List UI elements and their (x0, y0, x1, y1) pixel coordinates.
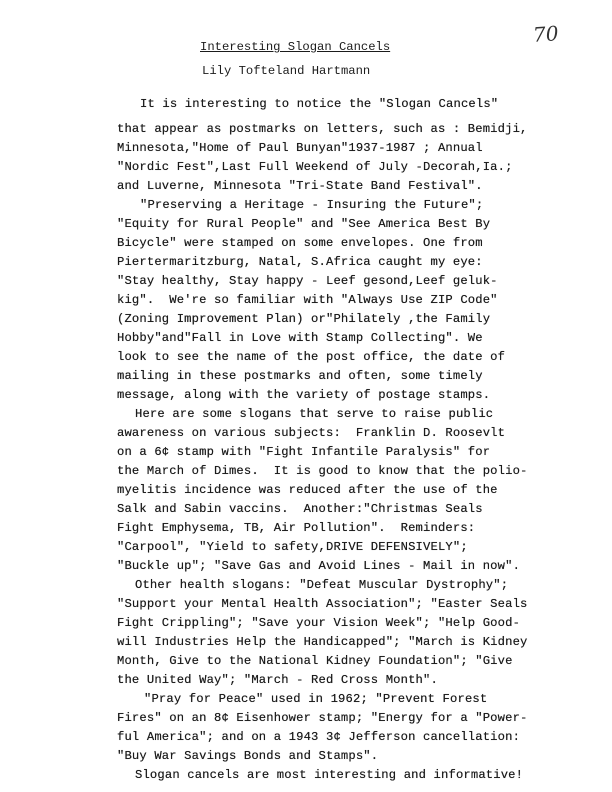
body-line: Fight Emphysema, TB, Air Pollution". Reminders: (117, 521, 476, 535)
body-line: Here are some slogans that serve to raise public (135, 407, 494, 421)
body-line: ful America"; and on a 1943 3¢ Jefferson cancellation: (117, 730, 521, 744)
body-line: "Buckle up"; "Save Gas and Avoid Lines - Mail in now". (117, 559, 521, 573)
body-line: Other health slogans: "Defeat Muscular Dystrophy"; (135, 578, 509, 592)
body-line: Salk and Sabin vaccins. Another:"Christmas Seals (117, 502, 483, 516)
body-line: the March of Dimes. It is good to know that the polio- (117, 464, 528, 478)
body-line: Fires" on an 8¢ Eisenhower stamp; "Energy for a "Power- (117, 711, 528, 725)
body-line: Fight Crippling"; "Save your Vision Week"; "Help Good- (117, 616, 521, 630)
body-line: will Industries Help the Handicapped"; "March is Kidney (117, 635, 528, 649)
body-line: the United Way"; "March - Red Cross Month". (117, 673, 438, 687)
body-line: message, along with the variety of postage stamps. (117, 388, 491, 402)
body-line: "Pray for Peace" used in 1962; "Prevent Forest (144, 692, 488, 706)
body-line: look to see the name of the post office, the date of (117, 350, 506, 364)
body-line: It is interesting to notice the "Slogan Cancels" (140, 97, 499, 111)
body-line: and Luverne, Minnesota "Tri-State Band Festival". (117, 179, 483, 193)
body-line: awareness on various subjects: Franklin D. Roosevlt (117, 426, 506, 440)
body-line: myelitis incidence was reduced after the use of the (117, 483, 498, 497)
page-title: Interesting Slogan Cancels (200, 40, 391, 54)
page-number: 70 (532, 21, 560, 47)
body-line: Month, Give to the National Kidney Foundation"; "Give (117, 654, 513, 668)
body-line: Piertermaritzburg, Natal, S.Africa caught my eye: (117, 255, 483, 269)
body-line: "Equity for Rural People" and "See America Best By (117, 217, 491, 231)
body-line: "Nordic Fest",Last Full Weekend of July -Decorah,Ia.; (117, 160, 513, 174)
body-line: "Buy War Savings Bonds and Stamps". (117, 749, 379, 763)
body-line: Slogan cancels are most interesting and informative! (135, 768, 524, 782)
body-line: "Stay healthy, Stay happy - Leef gesond,Leef geluk- (117, 274, 498, 288)
body-line: "Preserving a Heritage - Insuring the Future"; (140, 198, 484, 212)
body-line: "Support your Mental Health Association"; "Easter Seals (117, 597, 528, 611)
body-line: Bicycle" were stamped on some envelopes. One from (117, 236, 483, 250)
body-line: Hobby"and"Fall in Love with Stamp Collecting". We (117, 331, 483, 345)
body-line: that appear as postmarks on letters, such as : Bemidji, (117, 122, 528, 136)
body-line: kig". We're so familiar with "Always Use ZIP Code" (117, 293, 498, 307)
body-line: "Carpool", "Yield to safety,DRIVE DEFENSIVELY"; (117, 540, 468, 554)
body-line: mailing in these postmarks and often, some timely (117, 369, 483, 383)
body-line: on a 6¢ stamp with "Fight Infantile Paralysis" for (117, 445, 491, 459)
body-line: Minnesota,"Home of Paul Bunyan"1937-1987 ; Annual (117, 141, 483, 155)
author-byline: Lily Tofteland Hartmann (202, 64, 371, 78)
body-line: (Zoning Improvement Plan) or"Philately ,the Family (117, 312, 491, 326)
